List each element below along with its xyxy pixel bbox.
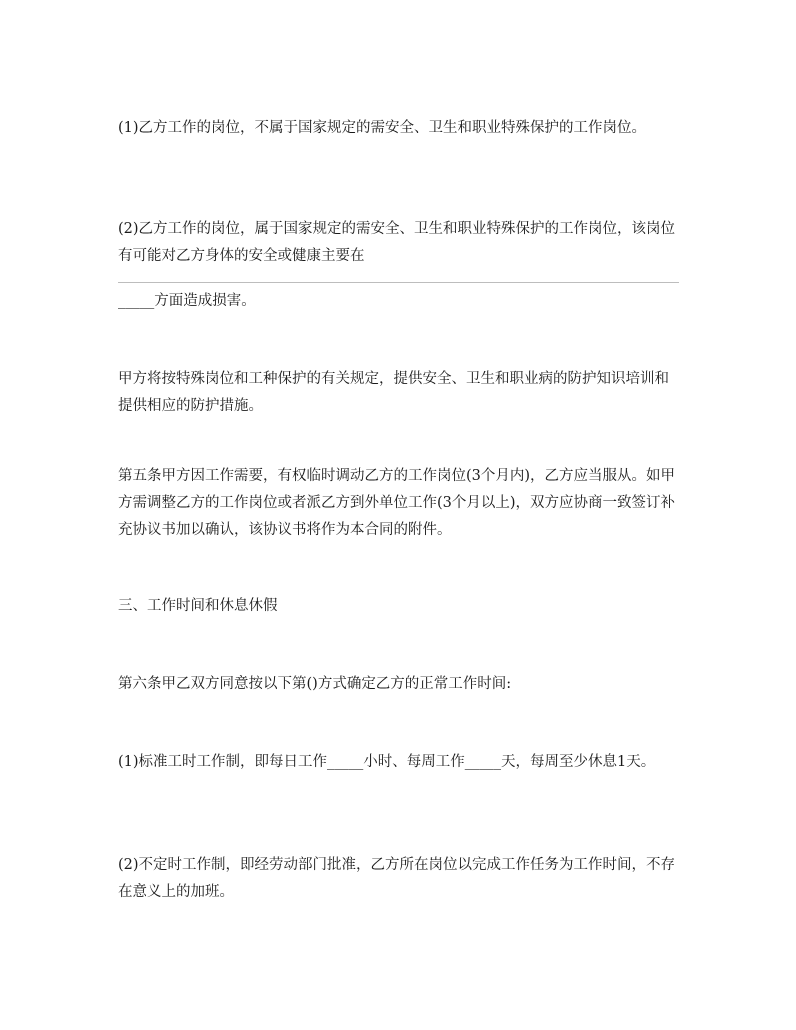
section-heading-working-hours: 三、工作时间和休息休假 [118,598,278,614]
paragraph-standard-hours: (1)标准工时工作制，即每日工作_____小时、每周工作_____天，每周至少休息1天。 [118,754,656,770]
paragraph-flexible-hours: (2)不定时工作制，即经劳动部门批准，乙方所在岗位以完成工作任务为工作时间，不存在意义上的加班。 [118,857,676,900]
paragraph-clause-2: (2)乙方工作的岗位，属于国家规定的需安全、卫生和职业特殊保护的工作岗位，该岗位有可能对乙方身体的安全或健康主要在 [118,221,676,264]
paragraph-clause-2-continued: _____方面造成损害。 [118,293,256,309]
paragraph-article-5: 第五条甲方因工作需要，有权临时调动乙方的工作岗位(3个月内)，乙方应当服从。如甲方需调整乙方的工作岗位或者派乙方到外单位工作(3个月以上)，双方应协商一致签订补充协议书加以确认，该协议书将作为本合同的附件。 [118,468,676,538]
paragraph-clause-1: (1)乙方工作的岗位，不属于国家规定的需安全、卫生和职业特殊保护的工作岗位。 [118,120,647,136]
paragraph-article-6: 第六条甲乙双方同意按以下第()方式确定乙方的正常工作时间: [118,676,512,692]
paragraph-protection-measures: 甲方将按特殊岗位和工种保护的有关规定，提供安全、卫生和职业病的防护知识培训和提供相应的防护措施。 [118,371,669,414]
fill-in-line [118,282,679,283]
